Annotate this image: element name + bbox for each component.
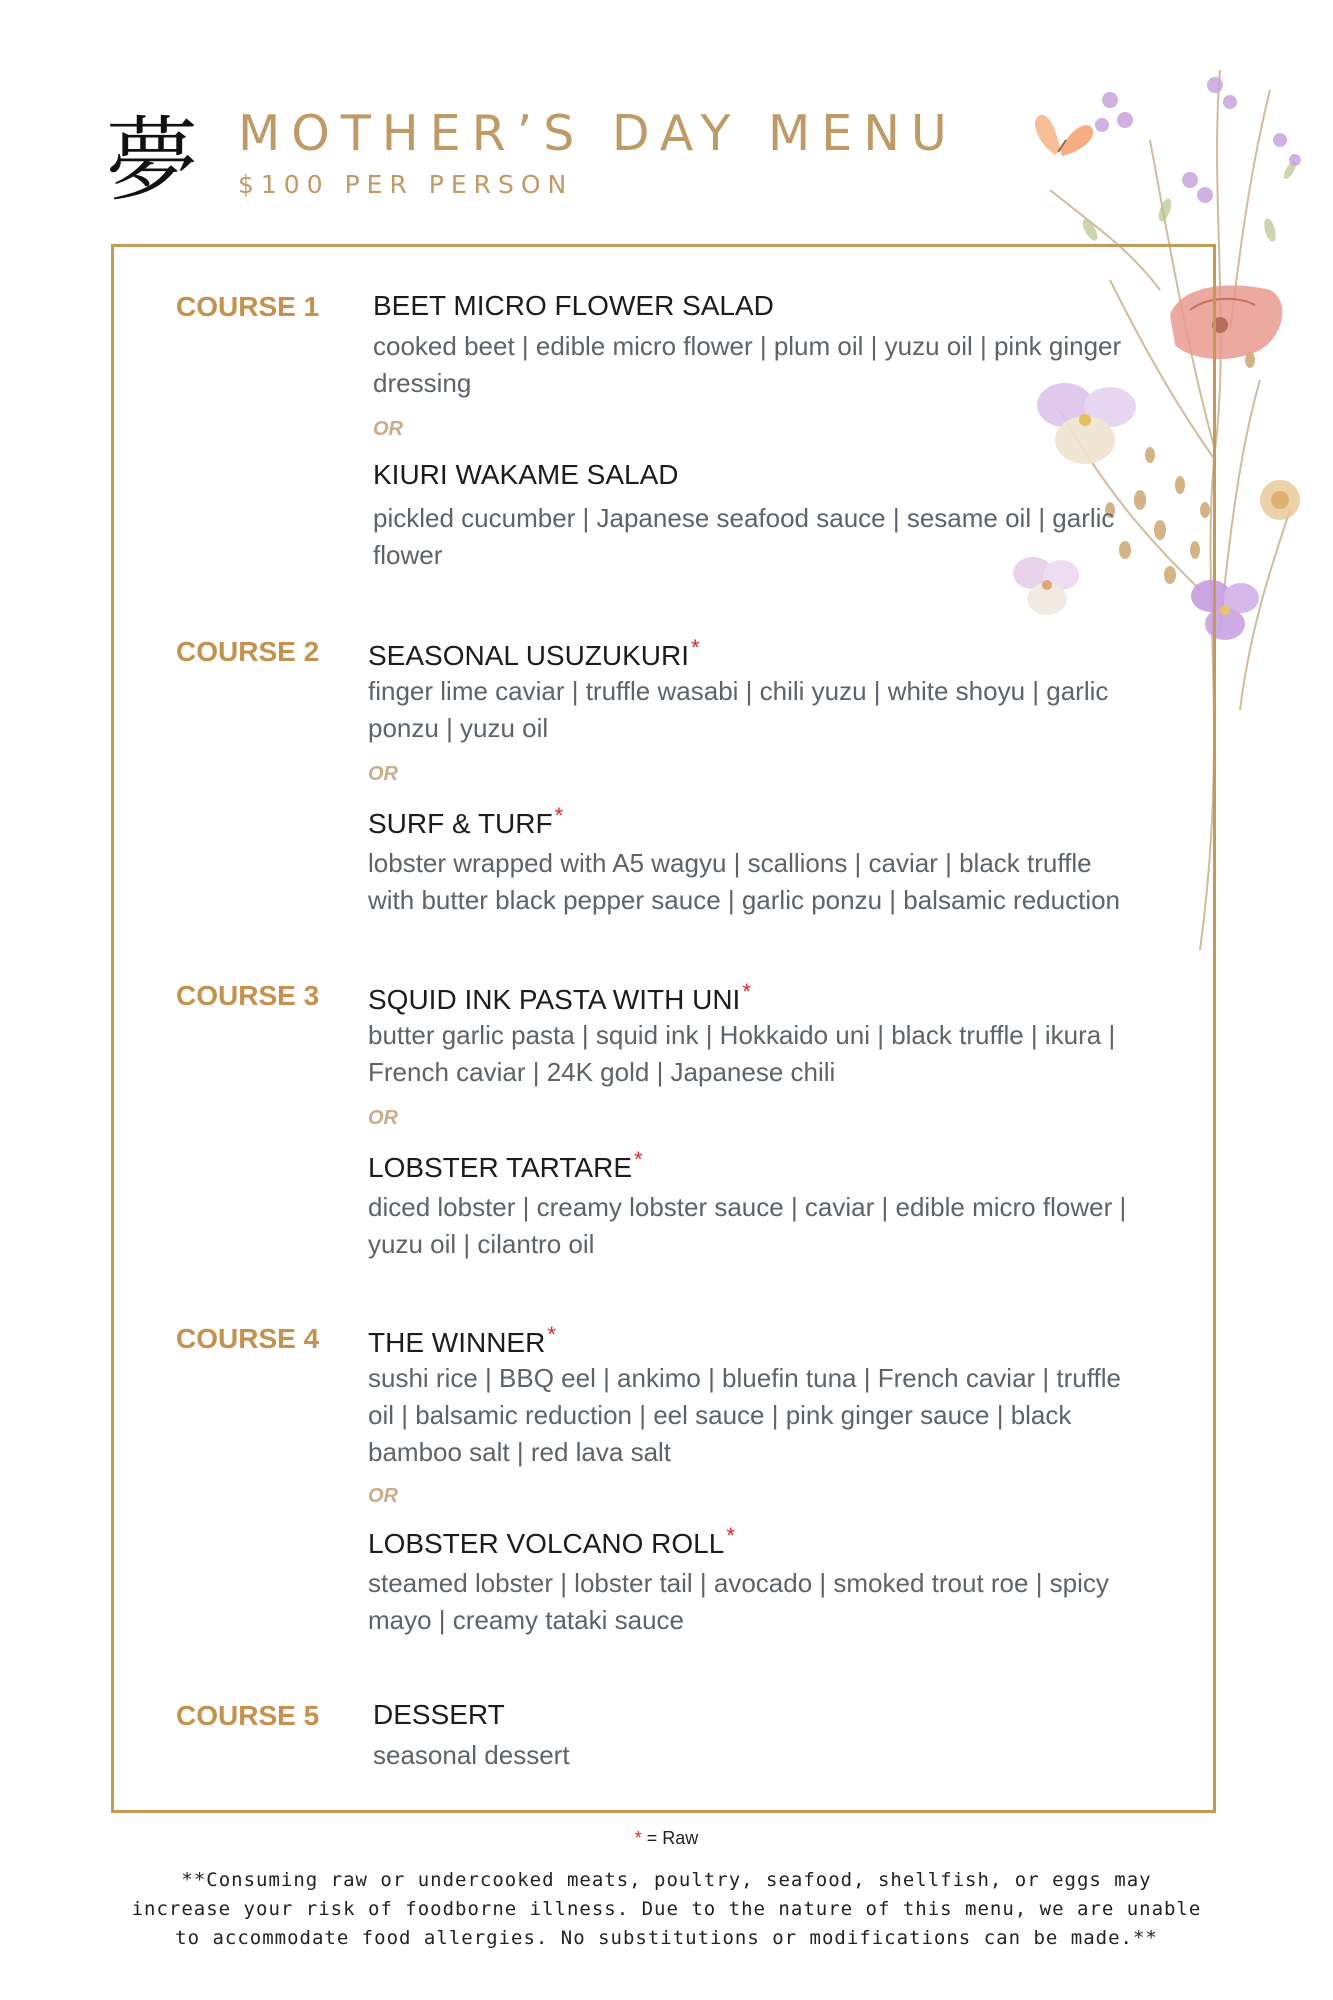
price-subtitle: $100 PER PERSON (238, 170, 574, 199)
allergy-disclaimer: **Consuming raw or undercooked meats, poultry, seafood, shellfish, or eggs may increase your risk of foodborne illness. Due to the nature of this menu, we are unable to accommodate food allergies. No substitutions or modifications can be made.** (131, 1869, 1202, 1949)
dish-name: THE WINNER* (368, 1322, 556, 1358)
raw-marker: * (634, 1147, 643, 1172)
dish-description: pickled cucumber | Japanese seafood sauce | sesame oil | garlic flower (373, 503, 1115, 570)
dish-description: sushi rice | BBQ eel | ankimo | bluefin tuna | French caviar | truffle oil | balsamic reduction | eel sauce | pink ginger sauce | black bamboo salt | red lava salt (368, 1363, 1121, 1467)
or-divider: OR (368, 1107, 398, 1129)
course-5-label: COURSE 5 (176, 1700, 320, 1731)
dish-name: LOBSTER VOLCANO ROLL* (368, 1523, 735, 1559)
dish-description: seasonal dessert (373, 1740, 570, 1770)
dish-description: steamed lobster | lobster tail | avocado | smoked trout roe | spicy mayo | creamy tataki sauce (368, 1568, 1109, 1635)
course-2-label: COURSE 2 (176, 636, 320, 667)
or-divider: OR (368, 1485, 398, 1507)
page-title: MOTHER’S DAY MENU (238, 105, 958, 162)
raw-legend (0, 1828, 1333, 1849)
raw-marker: * (547, 1322, 556, 1347)
logo-glyph: 夢 (105, 107, 199, 214)
raw-marker: * (742, 979, 751, 1004)
dish-description: butter garlic pasta | squid ink | Hokkaido uni | black truffle | ikura | French caviar | 24K gold | Japanese chili (368, 1020, 1116, 1087)
dish-name: LOBSTER TARTARE* (368, 1147, 643, 1183)
or-divider: OR (373, 418, 403, 440)
course-1-label: COURSE 1 (176, 291, 320, 322)
dish-name: SURF & TURF* (368, 803, 564, 839)
dish-description: finger lime caviar | truffle wasabi | chili yuzu | white shoyu | garlic ponzu | yuzu oil (368, 676, 1109, 743)
dish-description: cooked beet | edible micro flower | plum oil | yuzu oil | pink ginger dressing (373, 331, 1122, 398)
dish-name: DESSERT (373, 1699, 505, 1730)
raw-legend-marker: * (634, 1828, 642, 1848)
raw-marker: * (726, 1523, 735, 1548)
dish-name: SEASONAL USUZUKURI* (368, 635, 700, 671)
raw-marker: * (691, 635, 700, 660)
raw-legend-text: = Raw (641, 1828, 699, 1848)
course-4-label: COURSE 4 (176, 1323, 320, 1354)
logo-icon (105, 92, 199, 222)
course-3-label: COURSE 3 (176, 980, 320, 1011)
dish-name: SQUID INK PASTA WITH UNI* (368, 979, 751, 1015)
raw-marker: * (554, 803, 564, 828)
or-divider: OR (368, 763, 398, 785)
dish-name: KIURI WAKAME SALAD (373, 459, 679, 490)
dish-name: BEET MICRO FLOWER SALAD (373, 290, 774, 321)
dish-description: diced lobster | creamy lobster sauce | caviar | edible micro flower | yuzu oil | cilantro oil (368, 1192, 1127, 1259)
dish-description: lobster wrapped with A5 wagyu | scallions | caviar | black truffle with butter black pepper sauce | garlic ponzu | balsamic reduction (368, 848, 1121, 915)
